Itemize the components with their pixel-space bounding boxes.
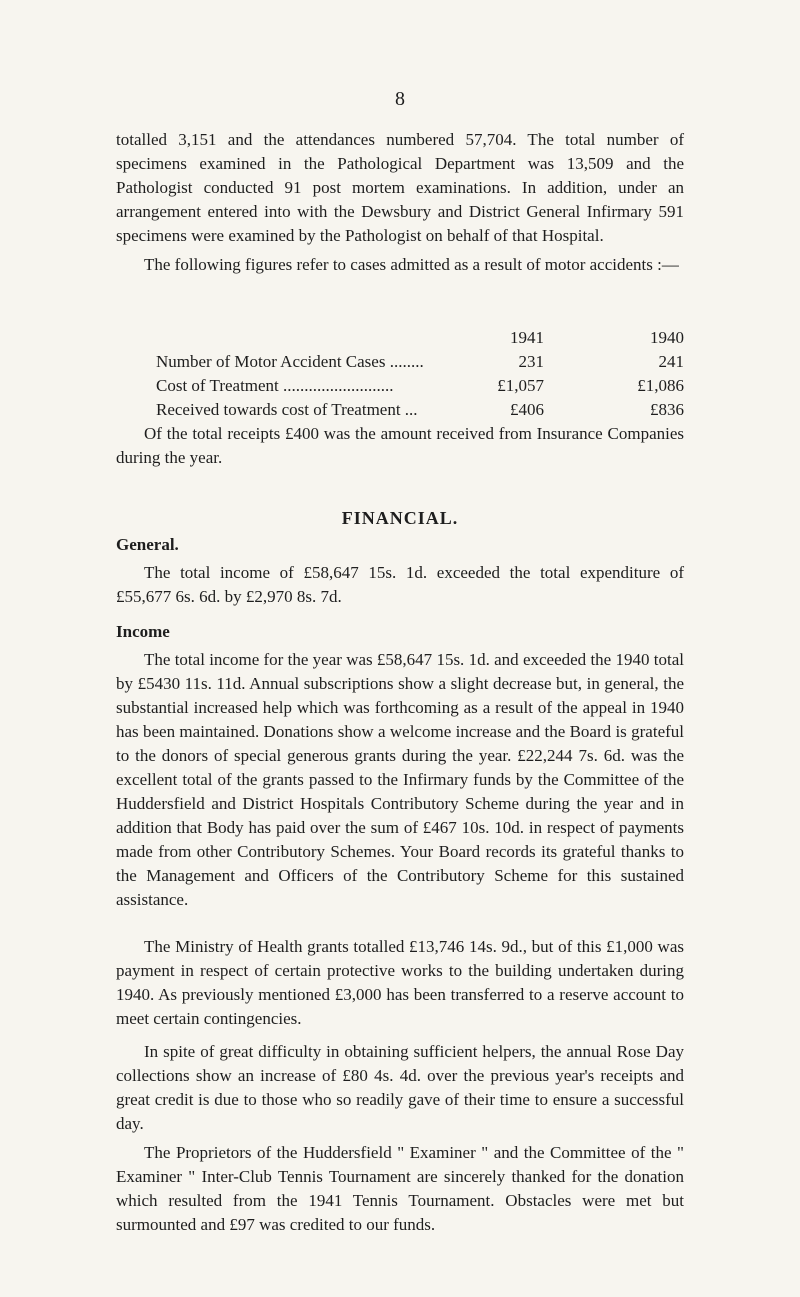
column-header-1941: 1941 <box>510 328 544 347</box>
row-label: Number of Motor Accident Cases ........ <box>156 352 424 371</box>
paragraph-tennis: The Proprietors of the Huddersfield " Examiner " and the Committee of the " Examiner " Inter-Club Tennis Tournament are sincerely thanked for the donation which resulted from the 1941 Tennis Tournament. Obstacles were met but surmounted and £97 was credited to our funds. <box>116 1143 684 1234</box>
table-header-row <box>116 326 684 350</box>
paragraph-general: The total income of £58,647 15s. 1d. exceeded the total expenditure of £55,677 6s. 6d. by £2,970 8s. 7d. <box>116 563 684 606</box>
value-1940: £836 <box>650 400 684 419</box>
value-1940: £1,086 <box>637 376 684 395</box>
paragraph-ministry: The Ministry of Health grants totalled £13,746 14s. 9d., but of this £1,000 was payment in respect of certain protective works to the building undertaken during 1940. As previously mentioned £3,000 has been transferred to a reserve account to meet certain contingencies. <box>116 937 684 1028</box>
row-label: Cost of Treatment .......................... <box>156 376 394 395</box>
value-1941: £406 <box>510 400 544 419</box>
paragraph-motor-intro: The following figures refer to cases admitted as a result of motor accidents :— <box>144 255 679 274</box>
motor-accident-table <box>116 326 684 422</box>
value-1941: 231 <box>518 352 544 371</box>
paragraph-insurance: Of the total receipts £400 was the amount received from Insurance Companies during the year. <box>116 424 684 467</box>
paragraph-pathology: totalled 3,151 and the attendances numbered 57,704. The total number of specimens examined in the Pathological Department was 13,509 and the Pathologist conducted 91 post mortem examinations. In addition, under an arrangement entered into with the Dewsbury and District General Infirmary 591 specimens were examined by the Pathologist on behalf of that Hospital. <box>116 130 684 245</box>
page-number: 8 <box>395 88 405 110</box>
column-header-1940: 1940 <box>650 328 684 347</box>
table-row <box>116 350 684 374</box>
paragraph-rose-day: In spite of great difficulty in obtaining sufficient helpers, the annual Rose Day collections show an increase of £80 4s. 4d. over the previous year's receipts and great credit is due to those who so readily gave of their time to ensure a successful day. <box>116 1042 684 1133</box>
value-1940: 241 <box>658 352 684 371</box>
table-row <box>116 374 684 398</box>
table-row <box>116 398 684 422</box>
value-1941: £1,057 <box>497 376 544 395</box>
row-label: Received towards cost of Treatment ... <box>156 400 418 419</box>
subheading-general: General. <box>116 535 179 554</box>
paragraph-income: The total income for the year was £58,647 15s. 1d. and exceeded the 1940 total by £5430 11s. 11d. Annual subscriptions show a slight decrease but, in general, the substantial increased help which was forthcoming as a result of the appeal in 1940 has been maintained. Donations show a welcome increase and the Board is grateful to the donors of special generous grants during the year. £22,244 7s. 6d. was the excellent total of the grants passed to the Infirmary funds by the Committee of the Huddersfield and District Hospitals Contributory Scheme during the year and in addition that Body has paid over the sum of £467 10s. 10d. in respect of payments made from other Contributory Schemes. Your Board records its grateful thanks to the Management and Officers of the Contributory Scheme for this sustained assistance. <box>116 650 684 909</box>
subheading-income: Income <box>116 622 170 641</box>
heading-financial: FINANCIAL. <box>341 508 459 528</box>
